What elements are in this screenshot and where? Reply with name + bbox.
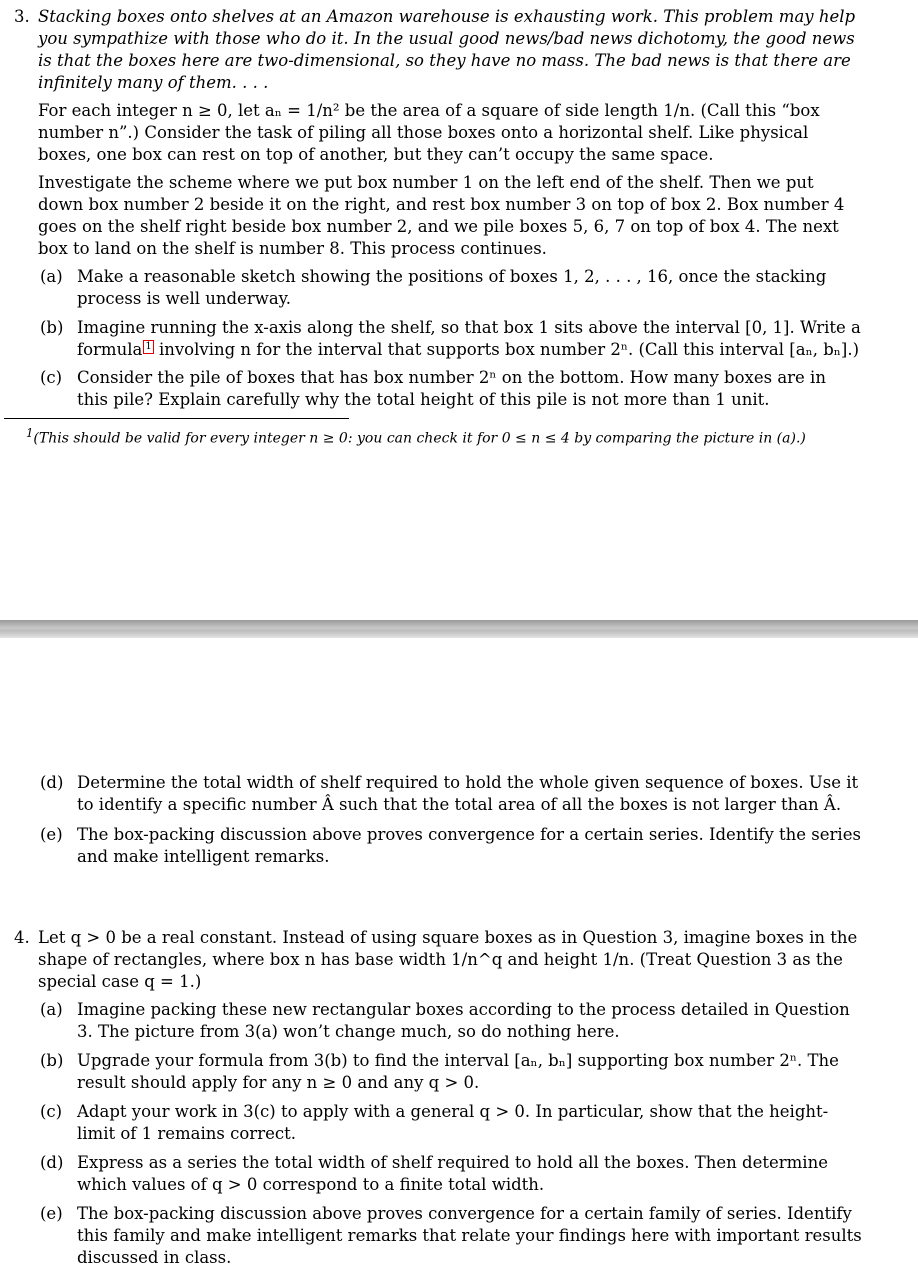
part-3c xyxy=(40,367,862,411)
footnote-rule xyxy=(4,418,349,419)
part-label: (e) xyxy=(40,825,63,844)
part-label: (d) xyxy=(40,1153,64,1172)
footnote-text: (This should be valid for every integer n ≥ 0: you can check it for 0 ≤ n ≤ 4 by comparing the picture in (a).) xyxy=(33,430,806,447)
part-4e xyxy=(40,1203,862,1269)
part-text: Adapt your work in 3(c) to apply with a general q > 0. In particular, show that the height-limit of 1 remains correct. xyxy=(77,1102,829,1143)
question-intro: Stacking boxes onto shelves at an Amazon warehouse is exhausting work. This problem may help you sympathize with those who do it. In the usual good news/bad news dichotomy, the good news is that the boxes here are two-dimensional, so they have no mass. The bad news is that there are infinitely many of them. . . . xyxy=(38,7,856,92)
part-3a xyxy=(40,266,862,310)
part-text: Consider the pile of boxes that has box number 2ⁿ on the bottom. How many boxes are in this pile? Explain carefully why the total height of this pile is not more than 1 unit. xyxy=(77,368,826,409)
question-number: 4. xyxy=(14,928,30,947)
part-text: The box-packing discussion above proves convergence for a certain series. Identify the series and make intelligent remarks. xyxy=(77,825,861,866)
part-4b xyxy=(40,1050,862,1094)
part-text-after: involving n for the interval that supports box number 2ⁿ. (Call this interval [aₙ, bₙ].) xyxy=(153,340,860,359)
part-3d xyxy=(40,772,862,816)
part-label: (a) xyxy=(40,1000,63,1019)
part-text: Imagine packing these new rectangular boxes according to the process detailed in Question 3. The picture from 3(a) won’t change much, so do nothing here. xyxy=(77,1000,850,1041)
part-3e xyxy=(40,824,862,868)
part-4a xyxy=(40,999,862,1043)
footnote xyxy=(26,424,886,448)
part-label: (a) xyxy=(40,267,63,286)
part-label: (d) xyxy=(40,773,64,792)
part-label: (e) xyxy=(40,1204,63,1223)
part-text xyxy=(77,317,862,361)
question-3 xyxy=(14,6,866,94)
part-text: Upgrade your formula from 3(b) to find the interval [aₙ, bₙ] supporting box number 2ⁿ. The result should apply for any n ≥ 0 and any q > 0. xyxy=(77,1051,839,1092)
part-label: (b) xyxy=(40,318,64,337)
paragraph: For each integer n ≥ 0, let aₙ = 1/n² be the area of a square of side length 1/n. (Call this “box number n”.) Consider the task of piling all those boxes onto a horizontal shelf. Like physical boxes, one box can rest on top of another, but they can’t occupy the same space. xyxy=(38,101,820,164)
part-4c xyxy=(40,1101,862,1145)
part-label: (c) xyxy=(40,368,63,387)
part-label: (b) xyxy=(40,1051,64,1070)
part-text-before: Imagine running the x-axis along the shelf, so that box 1 sits above the interval [0, 1]. Write a formula xyxy=(77,318,861,359)
part-4d xyxy=(40,1152,862,1196)
question-4 xyxy=(14,927,862,993)
footnote-link[interactable]: 1 xyxy=(145,340,152,352)
footnote-mark: 1 xyxy=(26,426,34,440)
part-text: The box-packing discussion above proves convergence for a certain family of series. Identify this family and make intelligent remarks that relate your findings here with important results discussed in class. xyxy=(77,1204,862,1267)
question-number: 3. xyxy=(14,7,30,26)
question-intro: Let q > 0 be a real constant. Instead of using square boxes as in Question 3, imagine boxes in the shape of rectangles, where box n has base width 1/n^q and height 1/n. (Treat Question 3 as the special case q = 1.) xyxy=(38,928,858,991)
paragraph: Investigate the scheme where we put box number 1 on the left end of the shelf. Then we put down box number 2 beside it on the right, and rest box number 3 on top of box 2. Box number 4 goes on the shelf right beside box number 2, and we pile boxes 5, 6, 7 on top of box 4. The next box to land on the shelf is number 8. This process continues. xyxy=(38,173,845,258)
page-separator xyxy=(0,620,918,638)
part-text: Determine the total width of shelf required to hold the whole given sequence of boxes. Use it to identify a specific number Â such that the total area of all the boxes is not larger than Â. xyxy=(77,773,859,814)
part-label: (c) xyxy=(40,1102,63,1121)
part-text: Make a reasonable sketch showing the positions of boxes 1, 2, . . . , 16, once the stacking process is well underway. xyxy=(77,267,827,308)
part-text: Express as a series the total width of shelf required to hold all the boxes. Then determine which values of q > 0 correspond to a finite total width. xyxy=(77,1153,828,1194)
part-3b xyxy=(40,317,862,361)
